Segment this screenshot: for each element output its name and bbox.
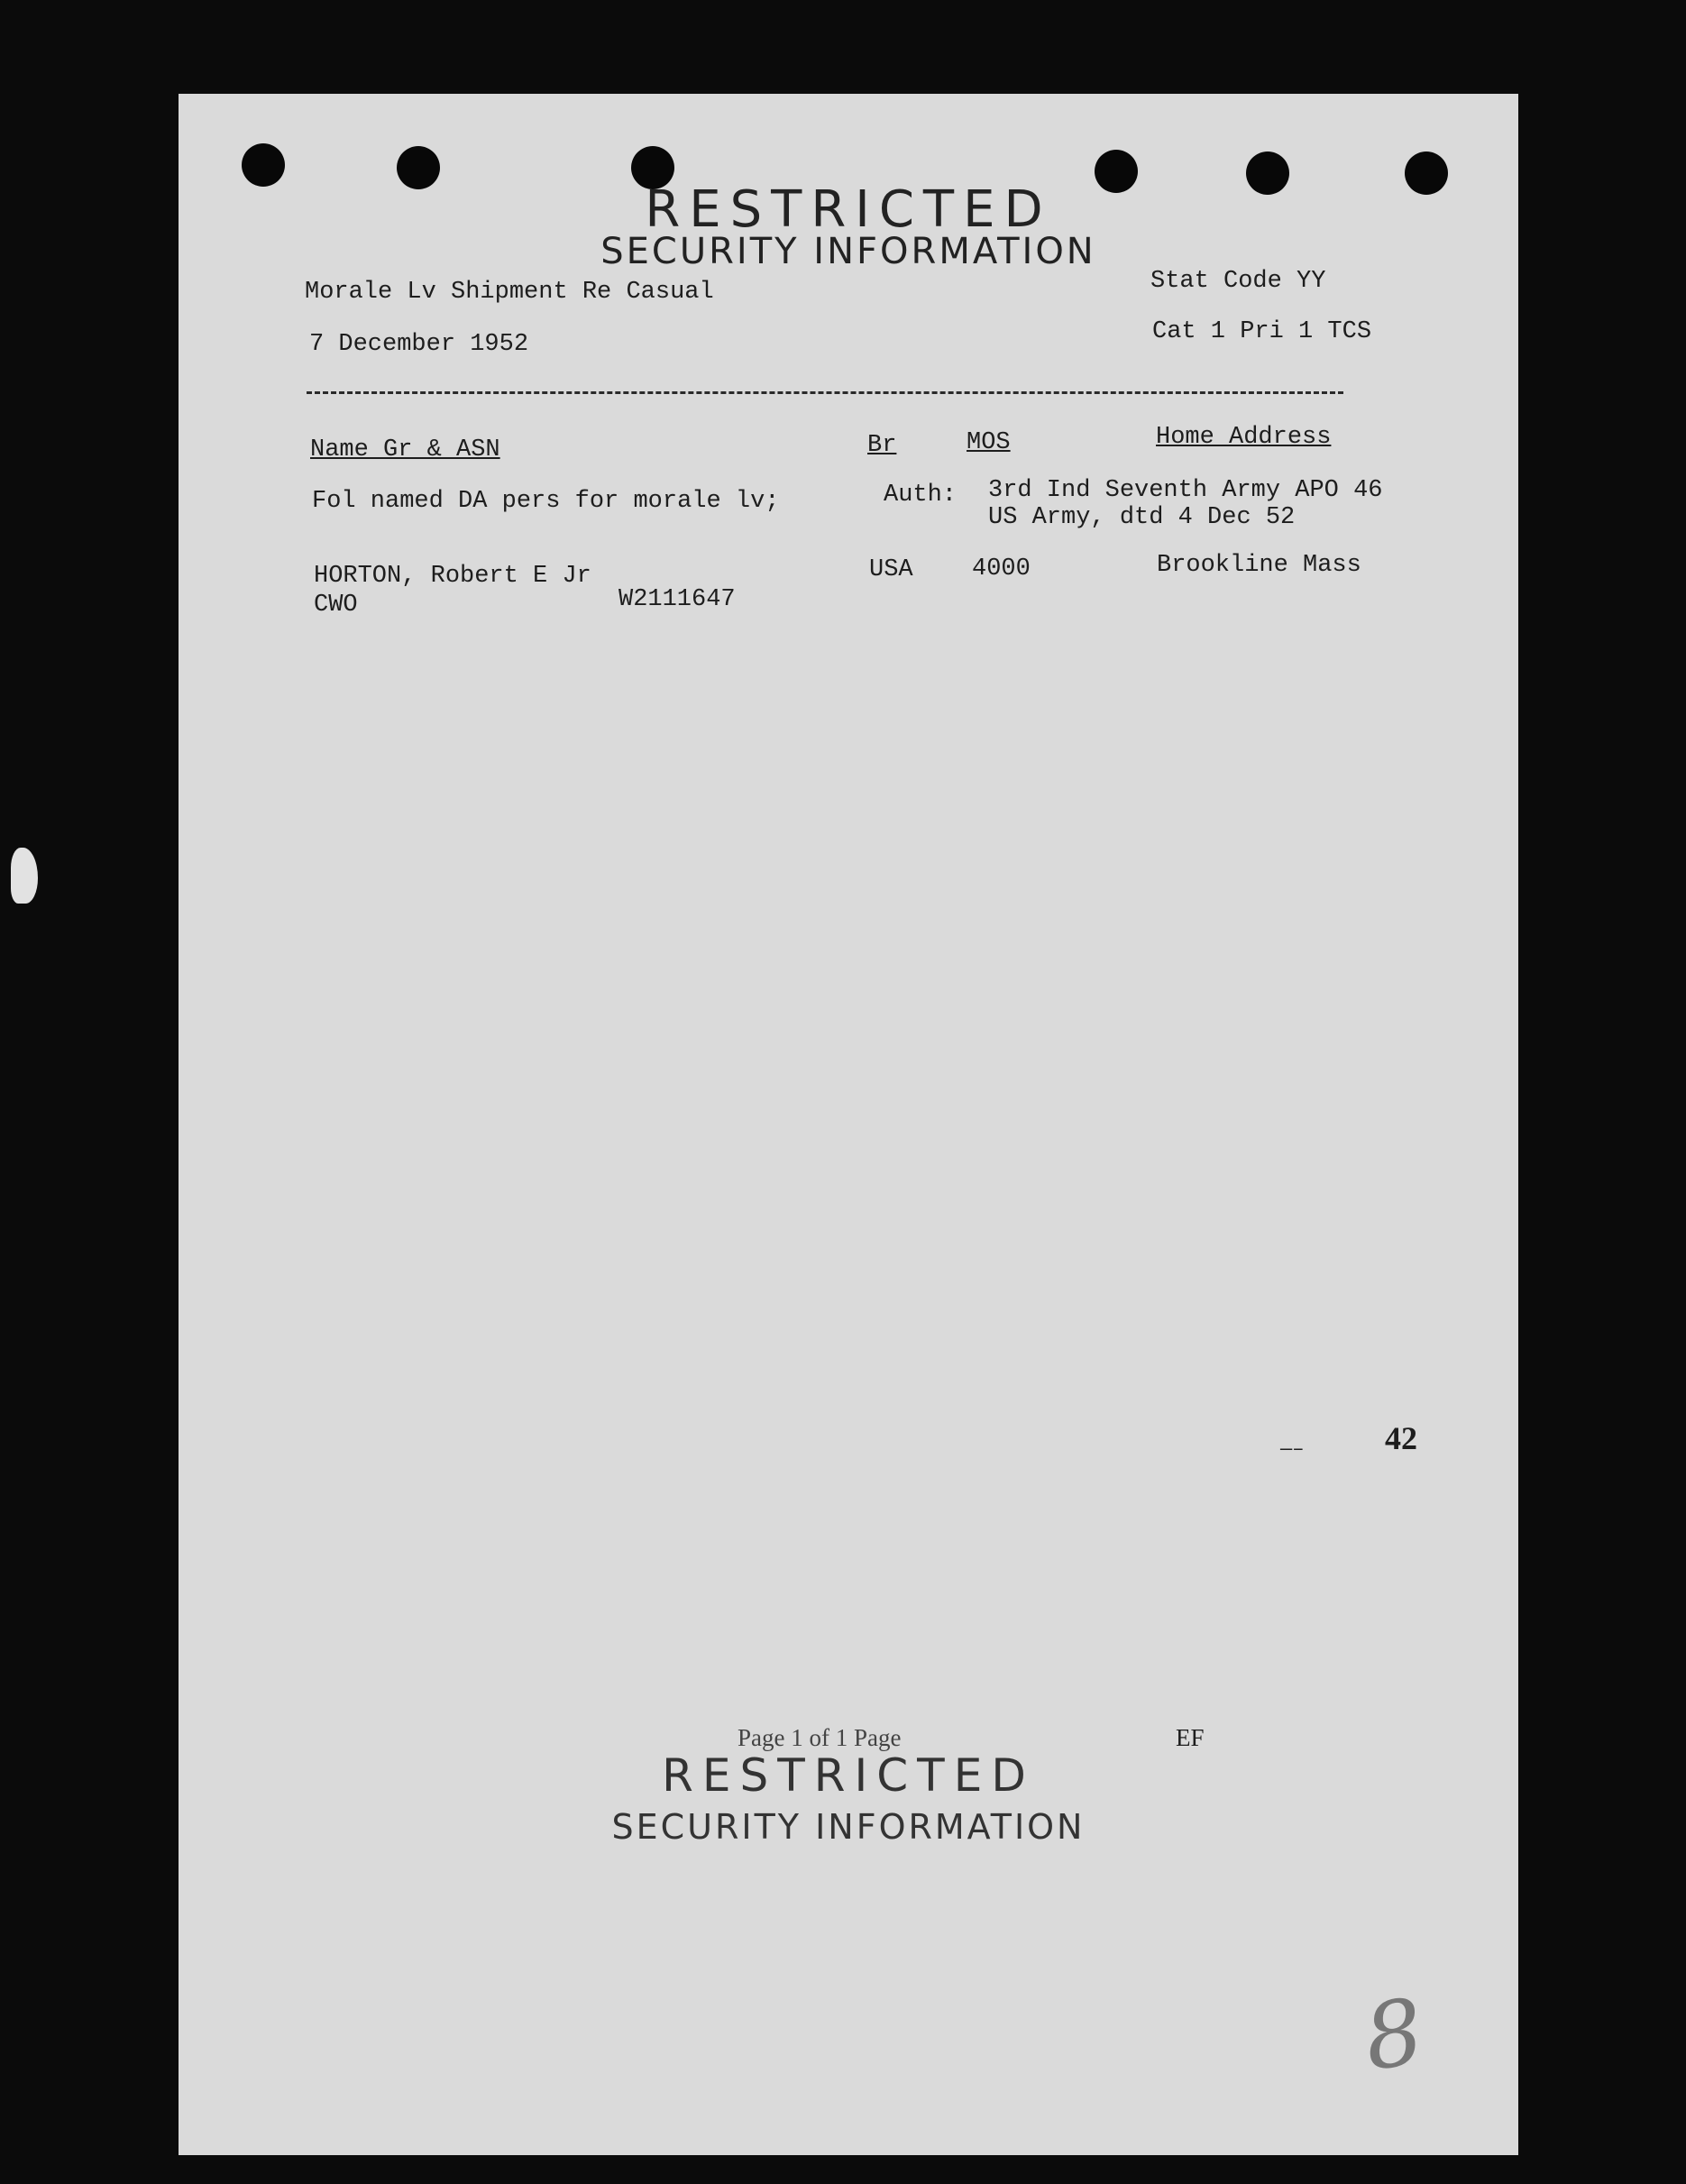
page-number-dash: —– [1280, 1438, 1305, 1461]
restricted-stamp-top: RESTRICTED [645, 180, 1052, 239]
column-header-mos: MOS [967, 429, 1011, 456]
category-priority: Cat 1 Pri 1 TCS [1152, 318, 1372, 345]
column-header-branch: Br [867, 432, 897, 459]
entry-asn: W2111647 [619, 586, 736, 613]
restricted-stamp-bottom: RESTRICTED [662, 1749, 1035, 1802]
intro-text: Fol named DA pers for morale lv; [312, 488, 780, 515]
entry-mos: 4000 [972, 555, 1031, 583]
document-date: 7 December 1952 [309, 331, 529, 358]
auth-line-2: US Army, dtd 4 Dec 52 [988, 504, 1296, 531]
page-count: Page 1 of 1 Page [738, 1724, 902, 1751]
document-page [179, 94, 1518, 2155]
entry-name: HORTON, Robert E Jr [314, 563, 591, 590]
security-information-stamp-top: SECURITY INFORMATION [600, 231, 1096, 272]
column-header-name: Name Gr & ASN [310, 436, 500, 463]
security-information-stamp-bottom: SECURITY INFORMATION [611, 1807, 1086, 1847]
handwritten-mark: 8 [1358, 1978, 1430, 2091]
column-header-home-address: Home Address [1156, 424, 1332, 451]
page-number: 42 [1385, 1420, 1417, 1456]
typist-initials: EF [1176, 1724, 1205, 1751]
auth-label: Auth: [884, 482, 958, 509]
paper-scrap [11, 848, 38, 904]
subject-line: Morale Lv Shipment Re Casual [305, 279, 714, 306]
entry-home-address: Brookline Mass [1157, 552, 1361, 579]
stat-code: Stat Code YY [1150, 268, 1326, 295]
entry-grade: CWO [314, 592, 358, 619]
auth-line-1: 3rd Ind Seventh Army APO 46 [988, 477, 1383, 504]
separator-line [307, 391, 1343, 394]
entry-branch: USA [869, 556, 913, 583]
